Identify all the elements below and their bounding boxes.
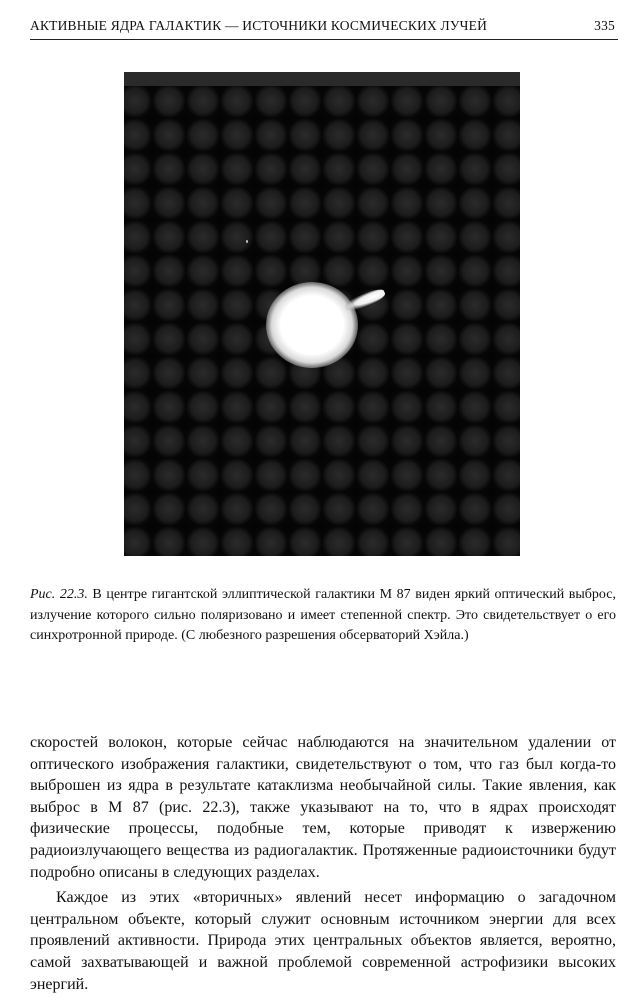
- running-title: АКТИВНЫЕ ЯДРА ГАЛАКТИК — ИСТОЧНИКИ КОСМИЧЕСКИХ ЛУЧЕЙ: [30, 18, 488, 33]
- galaxy-photo: [124, 72, 520, 556]
- caption-text: В центре гигантской эллиптической галактики М 87 виден яркий оптический выброс, излучение которого сильно поляризовано и имеет степенной спектр. Это свидетельствует о его синхротронной природе. (С любезного разрешения обсерваторий Хэйла.): [30, 587, 616, 643]
- caption-label: Рис. 22.3.: [30, 587, 88, 602]
- page-header: [30, 18, 615, 34]
- star-speck: [246, 240, 248, 243]
- paragraph-2: Каждое из этих «вторичных» явлений несет информацию о загадочном центральном объекте, который служит основным источником энергии для всех проявлений активности. Природа этих центральных объектов является, вероятно, самой захватывающей и важной проблемой современной астрофизики высоких энергий.: [30, 889, 616, 993]
- header-rule: [30, 39, 618, 40]
- galaxy-core: [266, 282, 358, 368]
- photo-top-band: [124, 72, 520, 86]
- page-number: 335: [594, 18, 615, 33]
- body-text: [30, 732, 616, 995]
- paragraph-1: скоростей волокон, которые сейчас наблюдаются на значительном удалении от оптического изображения галактики, свидетельствуют о том, что газ был когда-то выброшен из ядра в результате катаклизма необычайной силы. Такие явления, как выброс в М 87 (рис. 22.3), также указывают на то, что в ядрах происходят физические процессы, подобные тем, которые приводят к извержению радиоизлучающего вещества из радиогалактик. Протяженные радиоисточники будут подробно описаны в следующих разделах.: [30, 734, 616, 881]
- figure-caption: [30, 585, 616, 647]
